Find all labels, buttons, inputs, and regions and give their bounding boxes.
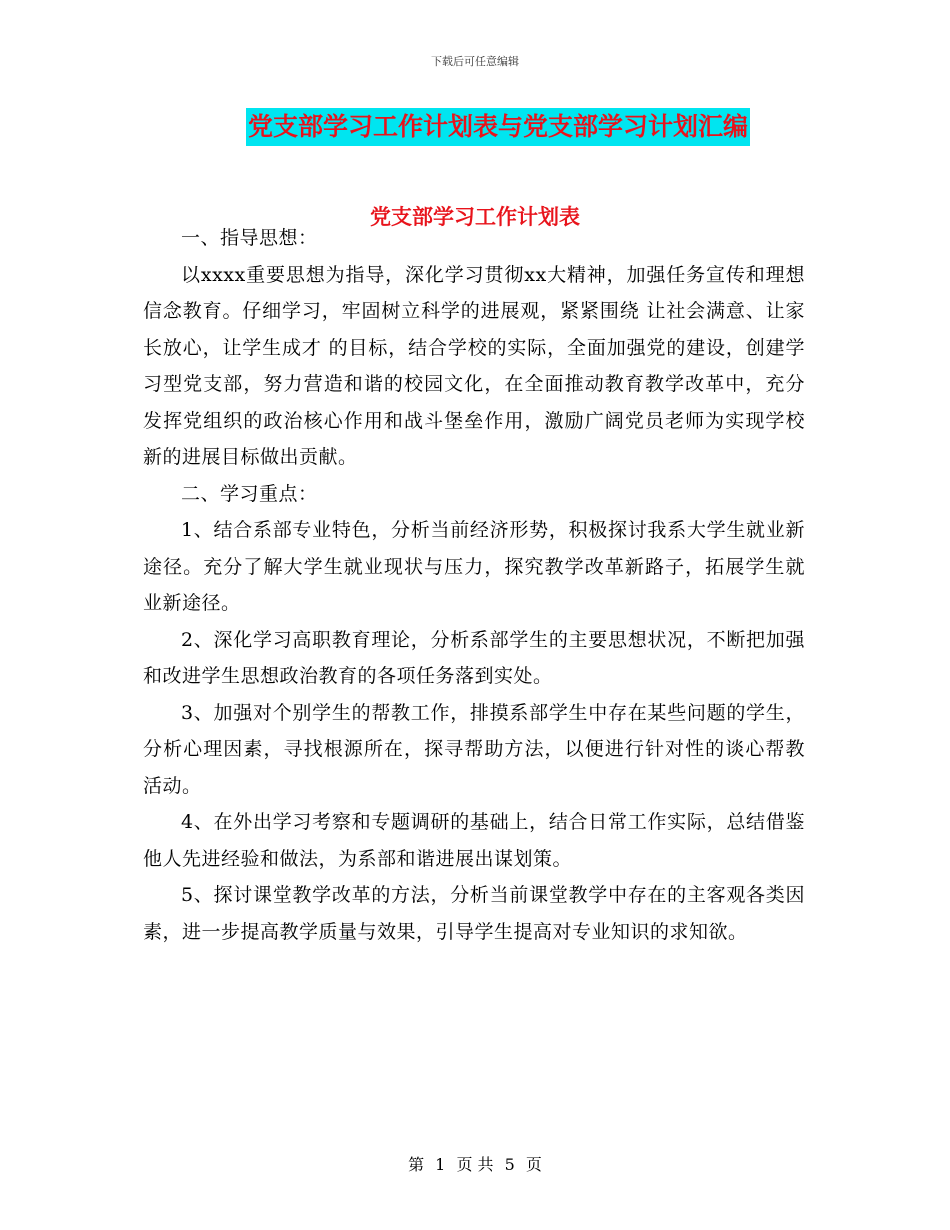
paragraph-guiding-ideology: 以xxxx重要思想为指导，深化学习贯彻xx大精神，加强任务宣传和理想信念教育。仔细学习，牢固树立科学的进展观，紧紧围绕 让社会满意、让家长放心，让学生成才 的目标，结合学校的实际，全面加强党的建设，创建学习型党支部，努力营造和谐的校园文化，在全面推动教育教学改革中，充分发挥党组织的政治核心作用和战斗堡垒作用，激励广阔党员老师为实现学校新的进展目标做出贡献。 xyxy=(143,263,805,468)
paragraph-item-2: 2、深化学习高职教育理论，分析系部学生的主要思想状况，不断把加强和改进学生思想政治教育的各项任务落到实处。 xyxy=(143,628,805,687)
document-body xyxy=(143,220,805,950)
paragraph-item-1: 1、结合系部专业特色，分析当前经济形势，积极探讨我系大学生就业新途径。充分了解大学生就业现状与压力，探究教学改革新路子，拓展学生就业新途径。 xyxy=(143,519,805,614)
footer-total-pages: 5 xyxy=(504,1155,515,1174)
header-note: 下载后可任意编辑 xyxy=(431,55,519,68)
footer-middle: 页 共 xyxy=(456,1155,494,1174)
page-footer xyxy=(0,1152,950,1175)
section-heading-guiding-ideology: 一、指导思想： xyxy=(181,227,318,249)
section-heading-study-focus: 二、学习重点： xyxy=(181,482,318,505)
sub-title: 党支部学习工作计划表 xyxy=(370,205,580,229)
main-title-container xyxy=(0,108,950,146)
paragraph-item-4: 4、在外出学习考察和专题调研的基础上，结合日常工作实际，总结借鉴他人先进经验和做法，为系部和谐进展出谋划策。 xyxy=(143,811,805,870)
paragraph-item-3: 3、加强对个别学生的帮教工作，排摸系部学生中存在某些问题的学生，分析心理因素，寻找根源所在，探寻帮助方法，以便进行针对性的谈心帮教活动。 xyxy=(143,701,805,797)
footer-page-number: 1 xyxy=(435,1155,446,1174)
main-title: 党支部学习工作计划表与党支部学习计划汇编 xyxy=(246,108,750,146)
paragraph-item-5: 5、探讨课堂教学改革的方法，分析当前课堂教学中存在的主客观各类因素，进一步提高教学质量与效果，引导学生提高对专业知识的求知欲。 xyxy=(143,884,805,943)
footer-suffix: 页 xyxy=(525,1155,542,1174)
footer-prefix: 第 xyxy=(408,1155,425,1174)
